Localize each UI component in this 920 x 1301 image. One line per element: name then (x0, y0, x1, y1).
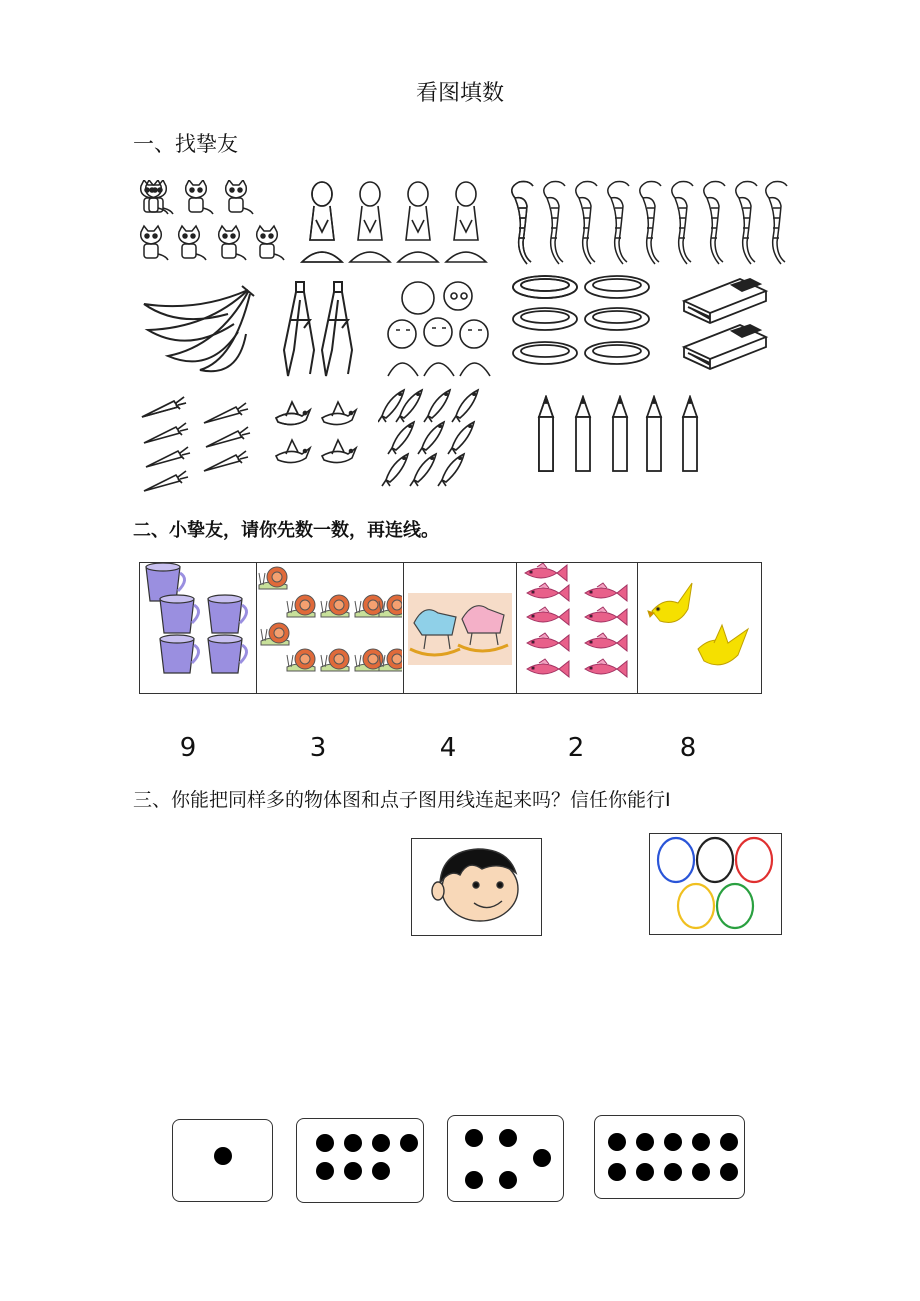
pencil-icon-group (535, 395, 705, 475)
olympic-rings-box (649, 833, 782, 935)
number-4: 4 (439, 733, 457, 763)
plate-icon-group (512, 275, 652, 370)
rocking-horse-cell (404, 563, 517, 693)
section1-heading: 一、找挚友 (133, 132, 238, 156)
cup-cell (140, 563, 257, 693)
pink-fish-icon (517, 563, 636, 693)
boy-face-icon (412, 839, 540, 934)
snail-icon (257, 563, 402, 693)
pink-fish-cell (517, 563, 638, 693)
dot-card-1 (172, 1119, 273, 1202)
section3-heading: 三、你能把同样多的物体图和点子图用线连起来吗？信任你能行I (133, 789, 671, 811)
snail-cell (257, 563, 404, 693)
dot-card-8 (296, 1118, 424, 1203)
olympic-rings-icon (650, 834, 780, 933)
rocking-horse-icon (404, 563, 515, 693)
seated-person-icon-group (300, 180, 490, 270)
cup-icon (140, 563, 255, 693)
dot-card-10 (594, 1115, 745, 1199)
shrimp-icon-group (505, 178, 790, 270)
compass-icon (282, 280, 362, 380)
counting-strip (139, 562, 762, 694)
banana-icon (138, 282, 258, 377)
book-icon-group (680, 275, 775, 370)
boy-face-box (411, 838, 542, 936)
bird-icon-group (272, 400, 367, 472)
cat-icon-group (138, 180, 290, 270)
number-3: 3 (309, 733, 327, 763)
fish-icon-group (378, 386, 486, 494)
dot-card-5 (447, 1115, 564, 1202)
page-title: 看图填数 (415, 81, 504, 106)
section2-heading: 二、小挚友，请你先数一数，再连线。 (133, 520, 439, 541)
number-8: 8 (679, 733, 697, 763)
number-9: 9 (179, 733, 197, 763)
yellow-bird-icon (638, 563, 758, 693)
carrot-icon-group (140, 395, 258, 495)
yellow-bird-cell (638, 563, 760, 693)
number-2: 2 (567, 733, 585, 763)
kids-group-icon (378, 276, 500, 378)
